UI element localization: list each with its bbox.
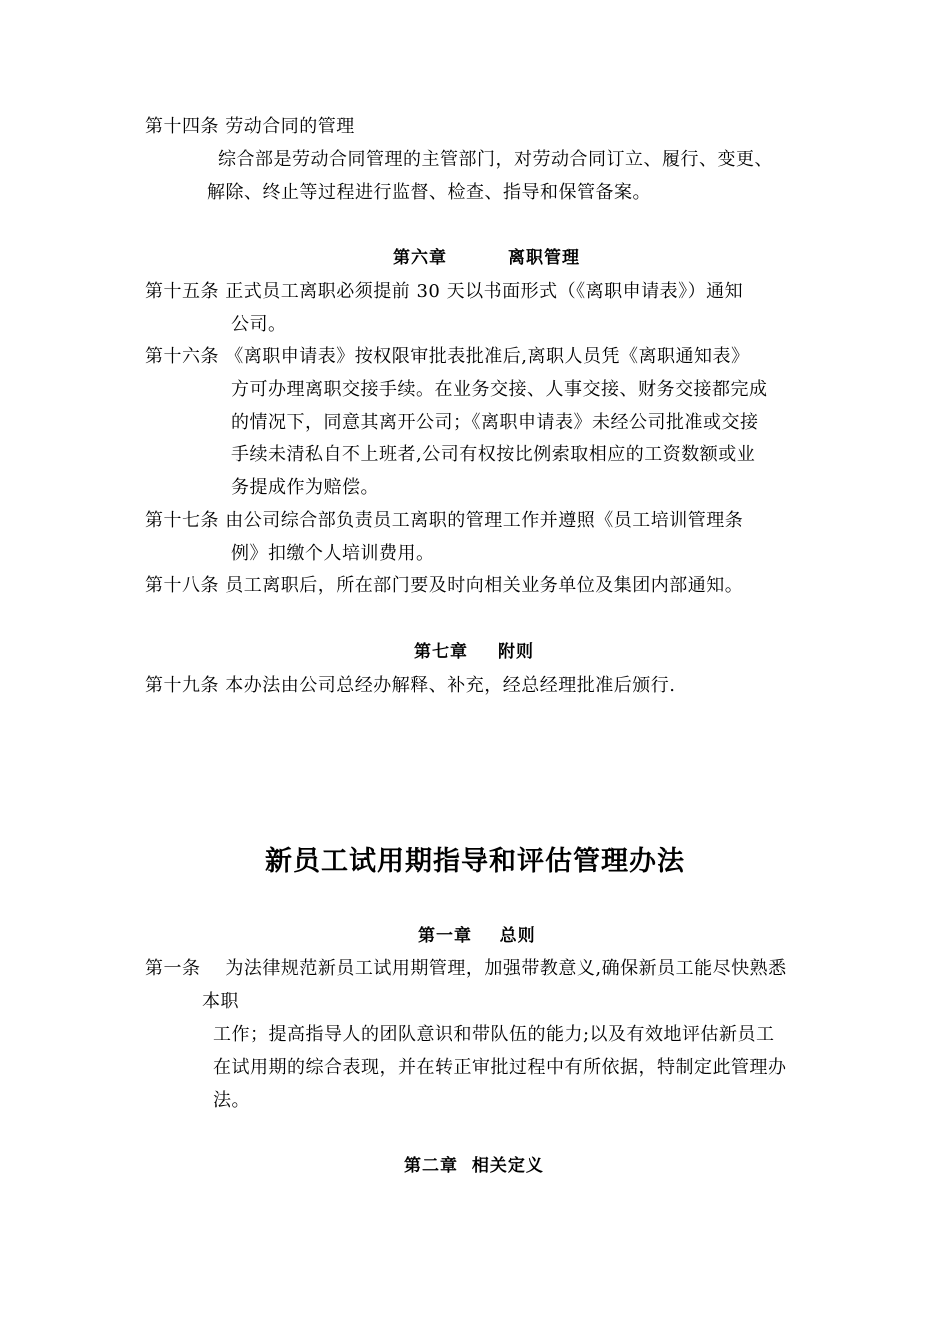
article-14-heading: 第十四条 劳动合同的管理 bbox=[145, 116, 355, 137]
article-18-line-1: 第十八条 员工离职后，所在部门要及时向相关业务单位及集团内部通知。 bbox=[145, 575, 744, 596]
article-19-line-1: 第十九条 本办法由公司总经办解释、补充，经总经理批准后颁行. bbox=[145, 675, 676, 696]
chapter-7-title: 附则 bbox=[498, 642, 534, 662]
article-17-line-1: 第十七条 由公司综合部负责员工离职的管理工作并遵照《员工培训管理条 bbox=[145, 510, 744, 531]
chapter-6-title: 离职管理 bbox=[508, 248, 580, 268]
article-17-line-2: 例》扣缴个人培训费用。 bbox=[231, 543, 435, 564]
article-16-line-3: 的情况下，同意其离开公司；《离职申请表》未经公司批准或交接 bbox=[231, 412, 759, 433]
document-title: 新员工试用期指导和评估管理办法 bbox=[265, 846, 685, 877]
article-15-line-1: 第十五条 正式员工离职必须提前 30 天以书面形式（《离职申请表》）通知 bbox=[145, 281, 744, 302]
article-14-line-1: 综合部是劳动合同管理的主管部门，对劳动合同订立、履行、变更、 bbox=[218, 149, 773, 170]
chapter-1-heading: 第一章 总则 bbox=[418, 926, 536, 946]
article-1-line-4: 在试用期的综合表现，并在转正审批过程中有所依据，特制定此管理办 bbox=[213, 1057, 787, 1078]
article-1-line-2: 本职 bbox=[202, 991, 239, 1012]
chapter-6-number: 第六章 bbox=[393, 248, 447, 268]
article-16-line-2: 方可办理离职交接手续。在业务交接、人事交接、财务交接都完成 bbox=[231, 379, 768, 400]
article-16-line-1: 第十六条 《离职申请表》按权限审批表批准后,离职人员凭《离职通知表》 bbox=[145, 346, 750, 367]
article-14-line-2: 解除、终止等过程进行监督、检查、指导和保管备案。 bbox=[207, 182, 651, 203]
article-1-line-5: 法。 bbox=[213, 1090, 250, 1111]
chapter-2-heading: 第二章 相关定义 bbox=[404, 1156, 544, 1176]
article-1-line-1: 第一条 为法律规范新员工试用期管理，加强带教意义,确保新员工能尽快熟悉 bbox=[145, 958, 787, 979]
article-16-line-5: 务提成作为赔偿。 bbox=[231, 477, 379, 498]
chapter-7-number: 第七章 bbox=[414, 642, 468, 662]
article-15-line-2: 公司。 bbox=[231, 314, 287, 335]
article-16-line-4: 手续未清私自不上班者,公司有权按比例索取相应的工资数额或业 bbox=[231, 444, 756, 465]
article-1-line-3: 工作；提高指导人的团队意识和带队伍的能力;以及有效地评估新员工 bbox=[213, 1024, 775, 1045]
